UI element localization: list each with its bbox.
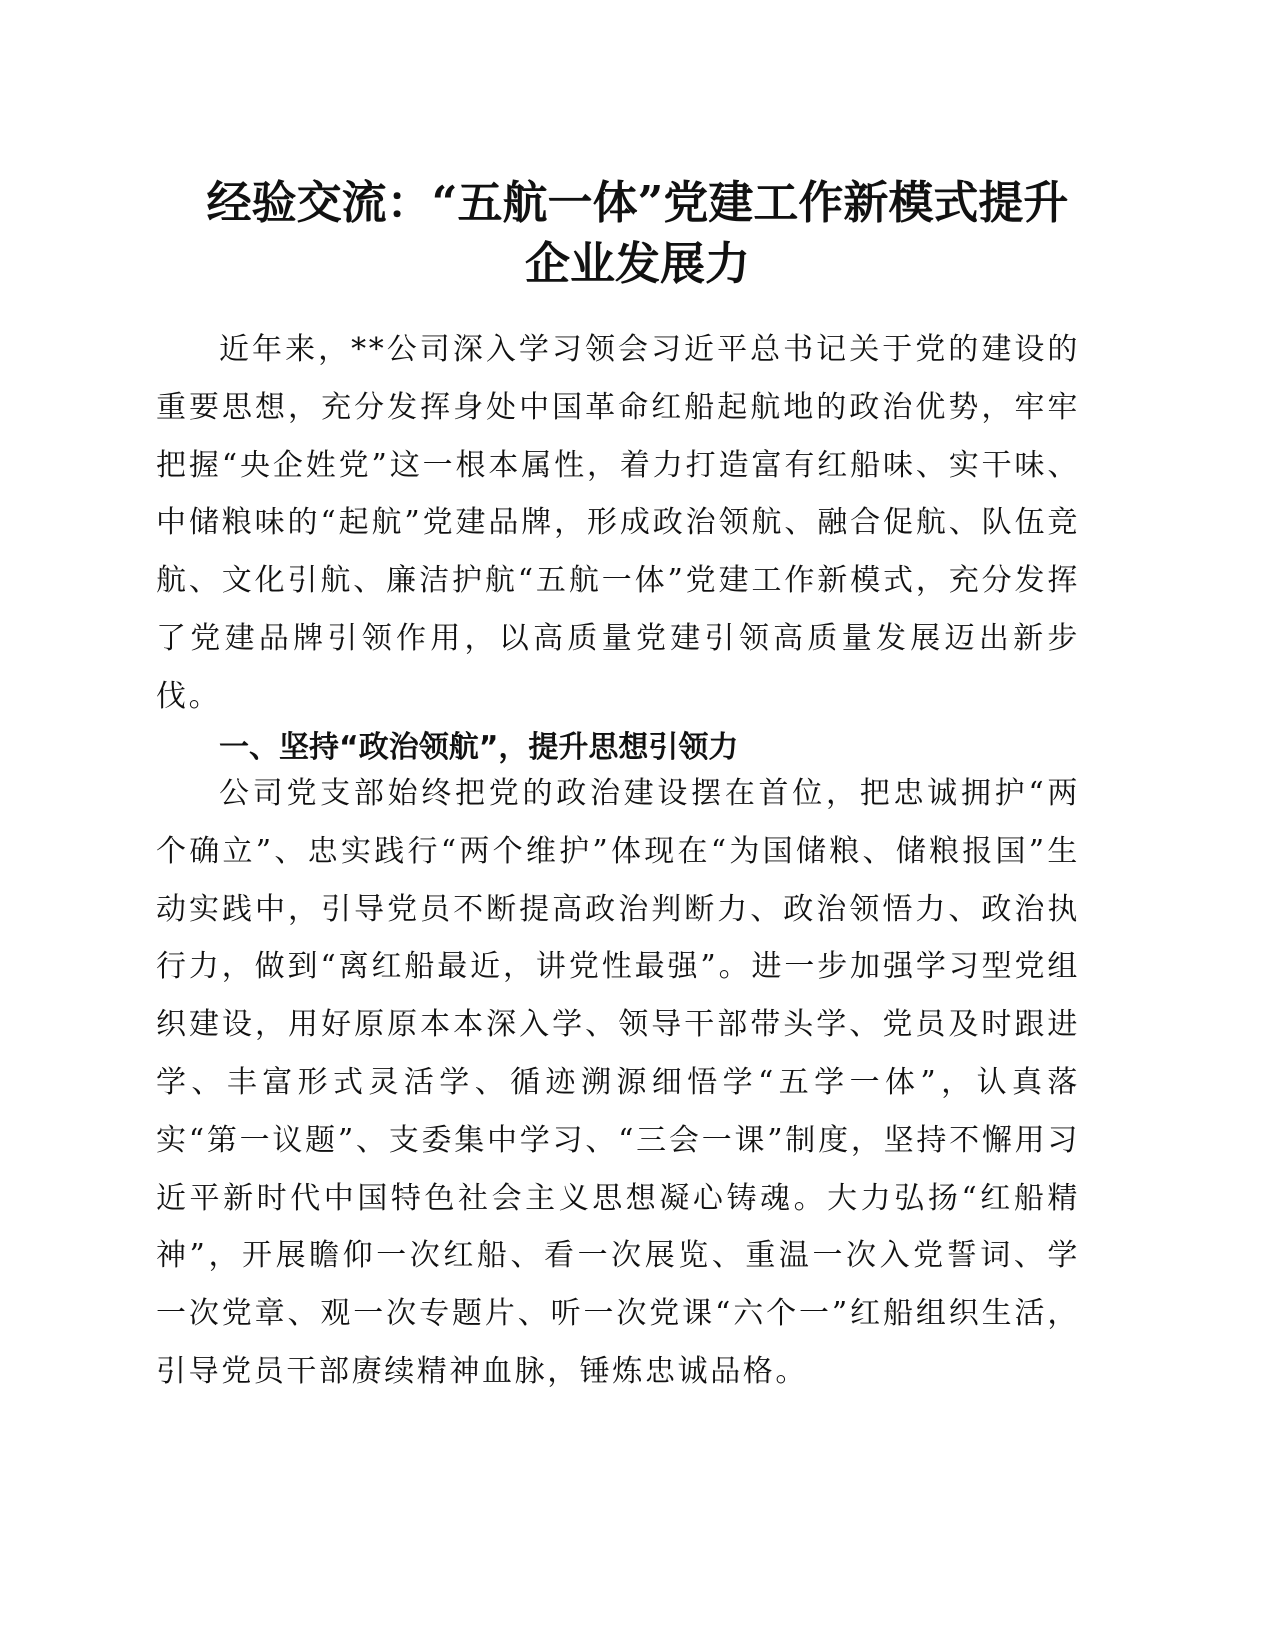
section-heading: 一、坚持“政治领航”，提升思想引领力 <box>219 730 739 765</box>
title-line-1: 经验交流：“五航一体”党建工作新模式提升 <box>206 176 1069 229</box>
document-title <box>130 172 1145 294</box>
title-line-2: 企业发展力 <box>524 237 750 290</box>
intro-paragraph: 近年来，**公司深入学习领会习近平总书记关于党的建设的重要思想，充分发挥身处中国革命红船起航地的政治优势，牢牢把握“央企姓党”这一根本属性，着力打造富有红船味、实干味、中储粮味的“起航”党建品牌，形成政治领航、融合促航、队伍竞航、文化引航、廉洁护航“五航一体”党建工作新模式，充分发挥了党建品牌引领作用，以高质量党建引领高质量发展迈出新步伐。 <box>156 332 1080 714</box>
section-paragraph: 公司党支部始终把党的政治建设摆在首位，把忠诚拥护“两个确立”、忠实践行“两个维护”体现在“为国储粮、储粮报国”生动实践中，引导党员不断提高政治判断力、政治领悟力、政治执行力，做到“离红船最近，讲党性最强”。进一步加强学习型党组织建设，用好原原本本深入学、领导干部带头学、党员及时跟进学、丰富形式灵活学、循迹溯源细悟学“五学一体”，认真落实“第一议题”、支委集中学习、“三会一课”制度，坚持不懈用习近平新时代中国特色社会主义思想凝心铸魂。大力弘扬“红船精神”，开展瞻仰一次红船、看一次展览、重温一次入党誓词、学一次党章、观一次专题片、听一次党课“六个一”红船组织生活，引导党员干部赓续精神血脉，锤炼忠诚品格。 <box>156 776 1080 1389</box>
